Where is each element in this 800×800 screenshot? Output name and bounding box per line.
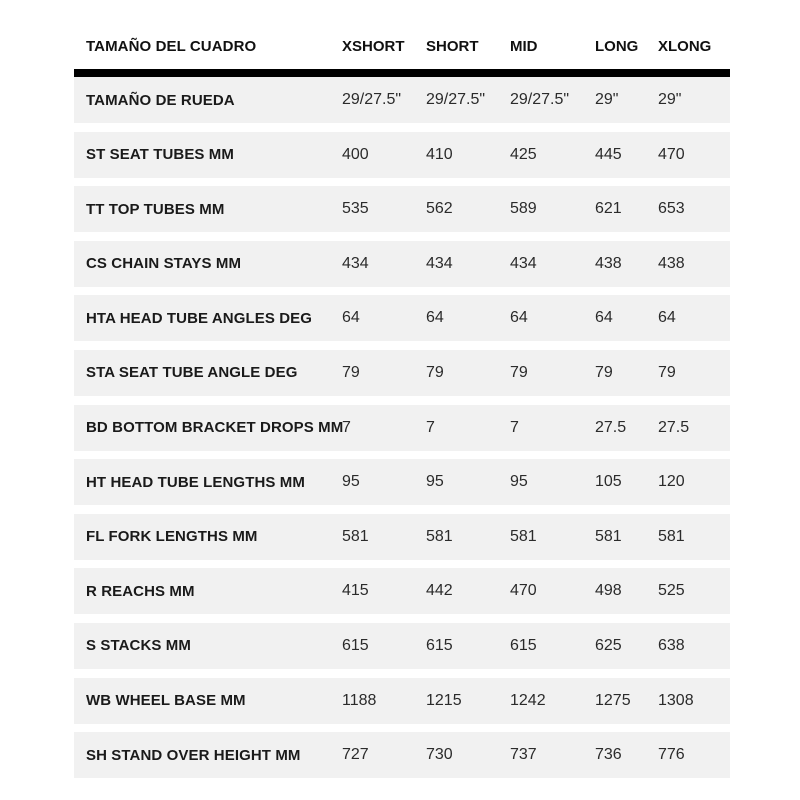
cell-mid: 581 xyxy=(510,527,537,545)
header-short: SHORT xyxy=(426,37,479,55)
cell-xlong: 581 xyxy=(658,527,685,545)
cell-short: 79 xyxy=(426,363,444,381)
cell-xshort: 7 xyxy=(342,418,351,436)
row-label: BD BOTTOM BRACKET DROPS MM xyxy=(86,419,344,437)
table-row xyxy=(74,350,730,396)
cell-mid: 95 xyxy=(510,473,528,491)
cell-mid: 615 xyxy=(510,636,537,654)
cell-mid: 64 xyxy=(510,309,528,327)
cell-long: 27.5 xyxy=(595,418,627,436)
cell-short: 434 xyxy=(426,254,453,272)
cell-long: 581 xyxy=(595,527,622,545)
table-row xyxy=(74,132,730,178)
cell-xlong: 776 xyxy=(658,746,685,764)
header-long: LONG xyxy=(595,37,639,55)
cell-xshort: 535 xyxy=(342,200,369,218)
cell-long: 105 xyxy=(595,473,622,491)
cell-xlong: 79 xyxy=(658,363,676,381)
table-row xyxy=(74,514,730,560)
row-label: FL FORK LENGTHS MM xyxy=(86,528,258,546)
header-frame-size: TAMAÑO DEL CUADRO xyxy=(86,37,257,55)
header-mid: MID xyxy=(510,37,538,55)
cell-short: 730 xyxy=(426,746,453,764)
cell-xshort: 727 xyxy=(342,746,369,764)
row-label: HT HEAD TUBE LENGTHS MM xyxy=(86,473,305,491)
cell-mid: 79 xyxy=(510,363,528,381)
table-row xyxy=(74,241,730,287)
cell-long: 438 xyxy=(595,254,622,272)
table-row xyxy=(74,186,730,232)
cell-xlong: 1308 xyxy=(658,691,694,709)
cell-xshort: 400 xyxy=(342,145,369,163)
cell-xlong: 525 xyxy=(658,582,685,600)
table-row xyxy=(74,623,730,669)
table-row xyxy=(74,405,730,451)
cell-xlong: 438 xyxy=(658,254,685,272)
cell-mid: 589 xyxy=(510,200,537,218)
cell-xshort: 79 xyxy=(342,363,360,381)
cell-xlong: 653 xyxy=(658,200,685,218)
cell-long: 736 xyxy=(595,746,622,764)
cell-short: 1215 xyxy=(426,691,462,709)
cell-mid: 1242 xyxy=(510,691,546,709)
cell-short: 410 xyxy=(426,145,453,163)
table-row xyxy=(74,77,730,123)
row-label: TAMAÑO DE RUEDA xyxy=(86,91,235,109)
cell-short: 562 xyxy=(426,200,453,218)
cell-xlong: 638 xyxy=(658,636,685,654)
cell-short: 442 xyxy=(426,582,453,600)
cell-long: 1275 xyxy=(595,691,631,709)
cell-xshort: 64 xyxy=(342,309,360,327)
header-xlong: XLONG xyxy=(658,37,712,55)
cell-xshort: 581 xyxy=(342,527,369,545)
cell-short: 29/27.5" xyxy=(426,91,486,108)
cell-long: 79 xyxy=(595,363,613,381)
row-label: HTA HEAD TUBE ANGLES DEG xyxy=(86,309,313,327)
cell-short: 7 xyxy=(426,418,435,436)
table-row xyxy=(74,678,730,724)
cell-long: 64 xyxy=(595,309,613,327)
row-label: STA SEAT TUBE ANGLE DEG xyxy=(86,364,298,382)
row-label: WB WHEEL BASE MM xyxy=(86,692,246,710)
cell-mid: 737 xyxy=(510,746,537,764)
cell-xshort: 615 xyxy=(342,636,369,654)
table-body xyxy=(74,77,730,778)
cell-long: 498 xyxy=(595,582,622,600)
cell-long: 29" xyxy=(595,91,619,108)
row-label: TT TOP TUBES MM xyxy=(86,200,225,218)
cell-xlong: 64 xyxy=(658,309,676,327)
cell-xshort: 95 xyxy=(342,473,360,491)
cell-xlong: 120 xyxy=(658,473,685,491)
row-label: ST SEAT TUBES MM xyxy=(86,146,234,164)
cell-xshort: 1188 xyxy=(342,691,377,709)
row-label: S STACKS MM xyxy=(86,637,191,655)
cell-xlong: 470 xyxy=(658,145,685,163)
cell-short: 615 xyxy=(426,636,453,654)
cell-long: 625 xyxy=(595,636,622,654)
cell-xshort: 434 xyxy=(342,254,369,272)
cell-xlong: 27.5 xyxy=(658,418,690,436)
table-row xyxy=(74,732,730,778)
cell-long: 621 xyxy=(595,200,622,218)
cell-long: 445 xyxy=(595,145,622,163)
table-header-row xyxy=(74,24,730,68)
cell-short: 95 xyxy=(426,473,444,491)
cell-short: 64 xyxy=(426,309,444,327)
cell-mid: 425 xyxy=(510,145,537,163)
cell-xlong: 29" xyxy=(658,91,682,108)
table-row xyxy=(74,568,730,614)
row-label: R REACHS MM xyxy=(86,582,195,600)
row-label: SH STAND OVER HEIGHT MM xyxy=(86,746,301,764)
header-divider xyxy=(74,69,730,77)
cell-mid: 434 xyxy=(510,254,537,272)
cell-xshort: 415 xyxy=(342,582,369,600)
table-row xyxy=(74,459,730,505)
cell-xshort: 29/27.5" xyxy=(342,91,402,108)
cell-mid: 29/27.5" xyxy=(510,91,570,108)
cell-mid: 470 xyxy=(510,582,537,600)
cell-short: 581 xyxy=(426,527,453,545)
header-xshort: XSHORT xyxy=(342,37,405,55)
cell-mid: 7 xyxy=(510,418,519,436)
table-row xyxy=(74,295,730,341)
row-label: CS CHAIN STAYS MM xyxy=(86,255,242,273)
